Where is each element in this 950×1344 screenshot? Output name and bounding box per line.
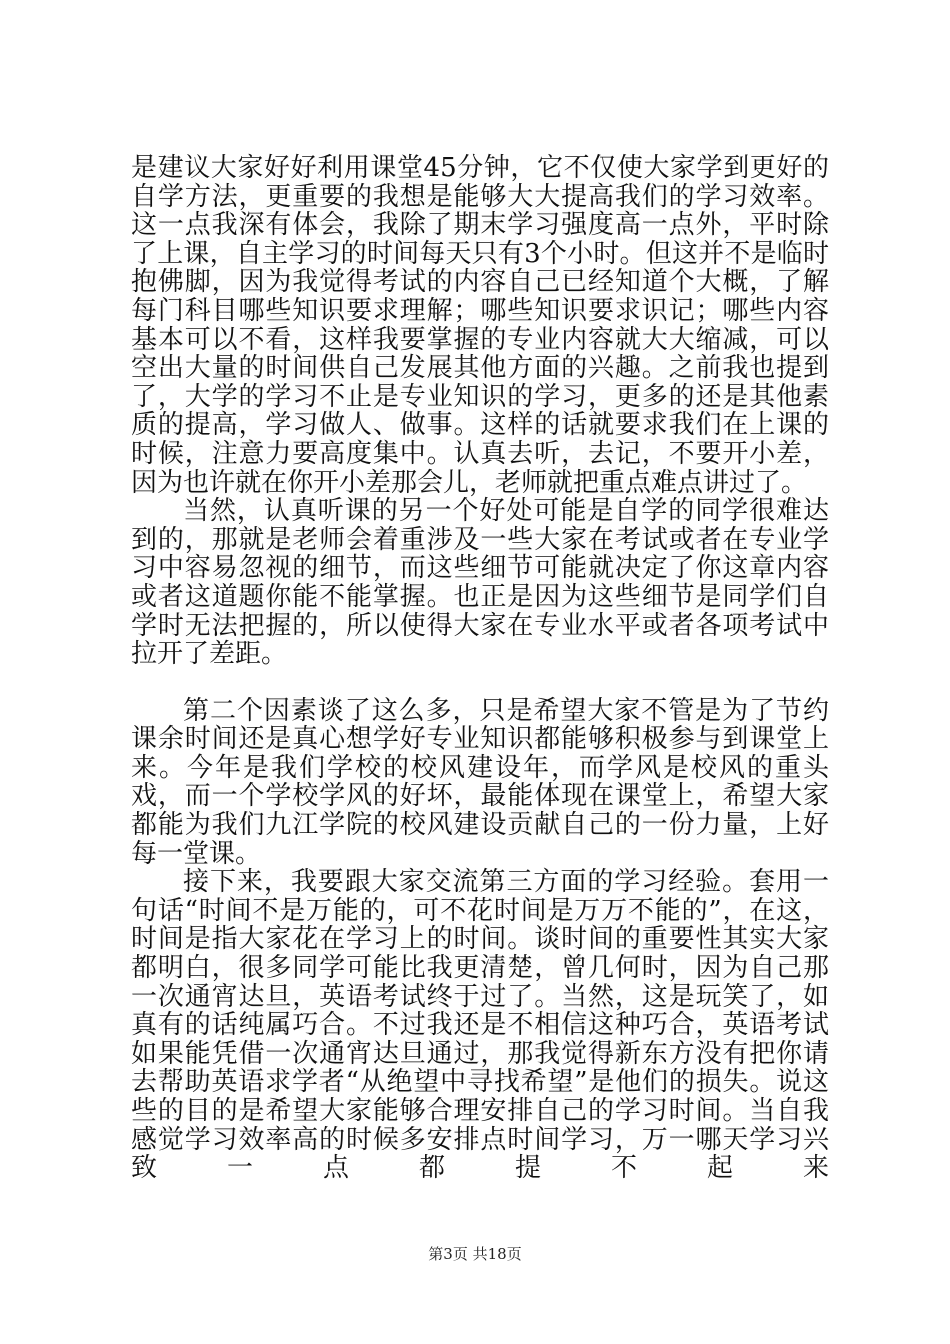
page-footer: 第3页 共18页 [428,1245,522,1263]
document-body [131,154,829,1183]
paragraph-gap [131,669,829,697]
paragraph-1: 是建议大家好好利用课堂45分钟，它不仅使大家学到更好的自学方法，更重要的我想是能够大大提高我们的学习效率。这一点我深有体会，我除了期末学习强度高一点外，平时除了上课，自主学习的时间每天只有3个小时。但这并不是临时抱佛脚，因为我觉得考试的内容自己已经知道个大概，了解每门科目哪些知识要求理解；哪些知识要求识记；哪些内容基本可以不看，这样我要掌握的专业内容就大大缩减，可以空出大量的时间供自己发展其他方面的兴趣。之前我也提到了，大学的学习不止是专业知识的学习，更多的还是其他素质的提高，学习做人、做事。这样的话就要求我们在上课的时候，注意力要高度集中。认真去听，去记，不要开小差，因为也许就在你开小差那会儿，老师就把重点难点讲过了。 [131,153,829,498]
paragraph-2: 当然，认真听课的另一个好处可能是自学的同学很难达到的，那就是老师会着重涉及一些大家在考试或者在专业学习中容易忽视的细节，而这些细节可能就决定了你这章内容或者这道题你能不能掌握。也正是因为这些细节是同学们自学时无法把握的，所以使得大家在专业水平或者各项考试中拉开了差距。 [131,496,829,670]
paragraph-4: 接下来，我要跟大家交流第三方面的学习经验。套用一句话“时间不是万能的，可不花时间是万万不能的”，在这，时间是指大家花在学习上的时间。谈时间的重要性其实大家都明白，很多同学可能比我更清楚，曾几何时，因为自己那一次通宵达旦，英语考试终于过了。当然，这是玩笑了，如真有的话纯属巧合。不过我还是不相信这种巧合，英语考试如果能凭借一次通宵达旦通过，那我觉得新东方没有把你请去帮助英语求学者“从绝望中寻找希望”是他们的损失。说这些的目的是希望大家能够合理安排自己的学习时间。当自我感觉学习效率高的时候多安排点时间学习，万一哪天学习兴致一点都提不起来 [131,867,829,1184]
paragraph-3: 第二个因素谈了这么多，只是希望大家不管是为了节约课余时间还是真心想学好专业知识都能够积极参与到课堂上来。今年是我们学校的校风建设年，而学风是校风的重头戏，而一个学校学风的好坏，最能体现在课堂上，希望大家都能为我们九江学院的校风建设贡献自己的一份力量，上好每一堂课。 [131,695,829,869]
